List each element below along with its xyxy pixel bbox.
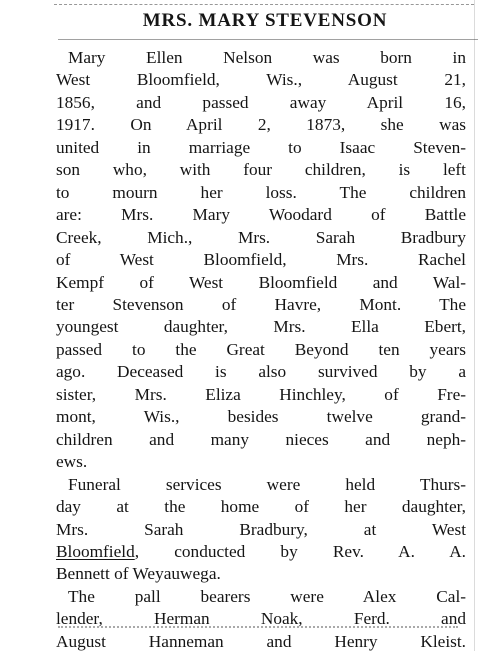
underlined-word: Bloomfield bbox=[56, 541, 135, 561]
headline: MRS. MARY STEVENSON bbox=[142, 10, 388, 31]
text-line: sister, Mrs. Eliza Hinchley, of Fre- bbox=[56, 384, 466, 404]
text-line bbox=[56, 541, 466, 563]
torn-edge bbox=[58, 626, 458, 634]
text-line: Kempf of West Bloomfield and Wal- bbox=[56, 272, 466, 292]
text-line: The pall bearers were Alex Cal- bbox=[68, 586, 466, 606]
top-border-rule bbox=[54, 4, 474, 5]
text-line: of West Bloomfield, Mrs. Rachel bbox=[56, 250, 466, 270]
column-rule bbox=[474, 0, 475, 651]
headline-rule bbox=[58, 39, 478, 40]
text-line: Creek, Mich., Mrs. Sarah Bradbury bbox=[56, 227, 466, 247]
text-line: 1856, and passed away April 16, bbox=[56, 92, 466, 112]
text-line: are: Mrs. Mary Woodard of Battle bbox=[56, 205, 466, 225]
text-line: 1917. On April 2, 1873, she was bbox=[56, 115, 466, 135]
text-line: ago. Deceased is also survived by a bbox=[56, 362, 466, 382]
text-line: lender, Herman Noak, Ferd. and bbox=[56, 609, 466, 629]
text-fragment: , conducted by Rev. A. A. bbox=[134, 541, 466, 561]
text-line: ews. bbox=[56, 452, 88, 472]
text-line: August Hanneman and Henry Kleist. bbox=[56, 631, 466, 651]
text-line: Mary Ellen Nelson was born in bbox=[68, 48, 466, 67]
text-line: son who, with four children, is left bbox=[56, 160, 466, 180]
obituary-body bbox=[56, 47, 466, 653]
text-line: mont, Wis., besides twelve grand- bbox=[56, 407, 466, 427]
text-line: day at the home of her daughter, bbox=[56, 497, 466, 517]
text-line: youngest daughter, Mrs. Ella Ebert, bbox=[56, 317, 466, 337]
text-line: Bennett of Weyauwega. bbox=[56, 564, 221, 584]
text-line: ter Stevenson of Havre, Mont. The bbox=[56, 294, 466, 314]
text-line: Mrs. Sarah Bradbury, at West bbox=[56, 519, 466, 539]
text-line: Funeral services were held Thurs- bbox=[68, 474, 466, 494]
text-line: passed to the Great Beyond ten years bbox=[56, 339, 466, 359]
text-line: united in marriage to Isaac Steven- bbox=[56, 137, 466, 157]
text-line: West Bloomfield, Wis., August 21, bbox=[56, 70, 466, 90]
text-line: children and many nieces and neph- bbox=[56, 429, 466, 449]
text-line: to mourn her loss. The children bbox=[56, 182, 466, 202]
